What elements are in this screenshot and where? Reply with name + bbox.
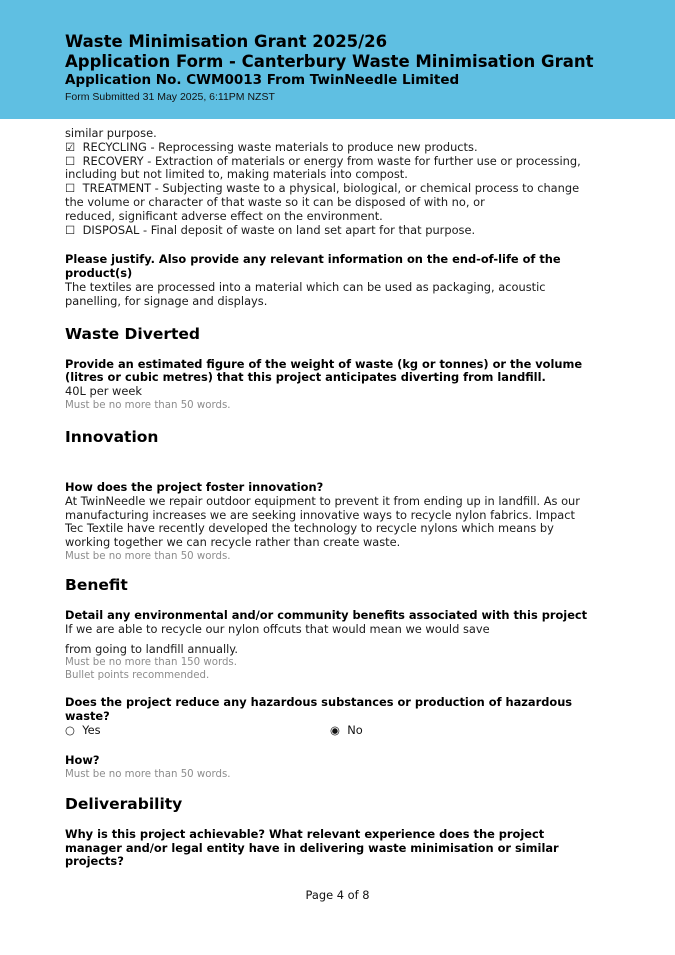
innovation-answer: At TwinNeedle we repair outdoor equipment to prevent it from ending up in landfill. As our manufacturing increases we are seeking innovative ways to recycle nylon fabrics. Impact Tec Textile have recently developed the technology to recycle nylons which means by working together we can recycle rather than create waste. xyxy=(65,493,580,550)
hierarchy-option-recycling xyxy=(65,141,595,155)
word-limit-hint: Must be no more than 50 words. xyxy=(65,768,231,780)
section-heading-benefit: Benefit xyxy=(65,575,128,594)
section-heading-innovation: Innovation xyxy=(65,427,159,446)
word-limit-hint: Must be no more than 50 words. xyxy=(65,550,231,562)
continuation-text: similar purpose. xyxy=(65,126,157,140)
checkbox-unchecked-icon: ☐ xyxy=(65,153,76,168)
hazard-radio-group xyxy=(65,724,595,738)
deliverability-question: Why is this project achievable? What relevant experience does the project manager and/or legal entity have in delivering waste minimisation or similar projects? xyxy=(65,826,559,869)
word-limit-hint: Must be no more than 50 words. xyxy=(65,399,231,411)
justify-question: Please justify. Also provide any relevant information on the end-of-life of the product(s) xyxy=(65,252,561,281)
section-heading-waste-diverted: Waste Diverted xyxy=(65,324,201,343)
benefit-question: Detail any environmental and/or community benefits associated with this project xyxy=(65,607,588,622)
checkbox-unchecked-icon: ☐ xyxy=(65,222,76,237)
benefit-answer-line1: If we are able to recycle our nylon offcuts that would mean we would save xyxy=(65,621,490,636)
how-question: How? xyxy=(65,752,100,767)
form-header xyxy=(0,0,675,119)
justify-answer: The textiles are processed into a material which can be used as packaging, acoustic panelling, for signage and displays. xyxy=(65,279,546,308)
option-label: TREATMENT - Subjecting waste to a physical, biological, or chemical process to change xyxy=(82,181,580,196)
option-label: RECOVERY - Extraction of materials or energy from waste for further use or processing, xyxy=(82,153,581,168)
radio-label: Yes xyxy=(82,722,101,737)
option-label-continued: including but not limited to, making materials into compost. xyxy=(65,167,408,182)
option-label: DISPOSAL - Final deposit of waste on land set apart for that purpose. xyxy=(82,222,476,237)
option-label-continued: the volume or character of that waste so it can be disposed of with no, or reduced, significant adverse effect on the environment. xyxy=(65,194,485,223)
checkbox-checked-icon: ☑ xyxy=(65,139,76,154)
radio-label: No xyxy=(347,722,363,737)
submitted-timestamp: Form Submitted 31 May 2025, 6:11PM NZST xyxy=(65,91,275,103)
form-content xyxy=(65,127,595,869)
word-limit-hint: Must be no more than 150 words. xyxy=(65,657,237,669)
radio-unselected-icon: ○ xyxy=(65,722,75,737)
section-heading-deliverability: Deliverability xyxy=(65,794,183,813)
radio-yes[interactable] xyxy=(65,724,101,738)
benefit-answer-line2: from going to landfill annually. xyxy=(65,641,239,656)
form-title: Application Form - Canterbury Waste Minimisation Grant xyxy=(65,52,594,71)
page-number: Page 4 of 8 xyxy=(305,888,370,902)
innovation-question: How does the project foster innovation? xyxy=(65,479,324,494)
hierarchy-option-recovery xyxy=(65,155,595,183)
waste-diverted-answer: 40L per week xyxy=(65,384,142,399)
hazard-question: Does the project reduce any hazardous substances or production of hazardous waste? xyxy=(65,695,573,724)
radio-no[interactable] xyxy=(330,724,363,738)
hierarchy-option-treatment xyxy=(65,182,595,223)
waste-diverted-question: Provide an estimated figure of the weight of waste (kg or tonnes) or the volume (litres or cubic metres) that this project anticipates diverting from landfill. xyxy=(65,356,583,385)
hierarchy-option-disposal xyxy=(65,224,595,238)
option-label: RECYCLING - Reprocessing waste materials to produce new products. xyxy=(82,139,478,154)
application-number: Application No. CWM0013 From TwinNeedle Limited xyxy=(65,72,460,88)
grant-title: Waste Minimisation Grant 2025/26 xyxy=(65,32,388,51)
radio-selected-icon: ◉ xyxy=(330,722,340,737)
bullet-points-hint: Bullet points recommended. xyxy=(65,670,210,682)
checkbox-unchecked-icon: ☐ xyxy=(65,181,76,196)
